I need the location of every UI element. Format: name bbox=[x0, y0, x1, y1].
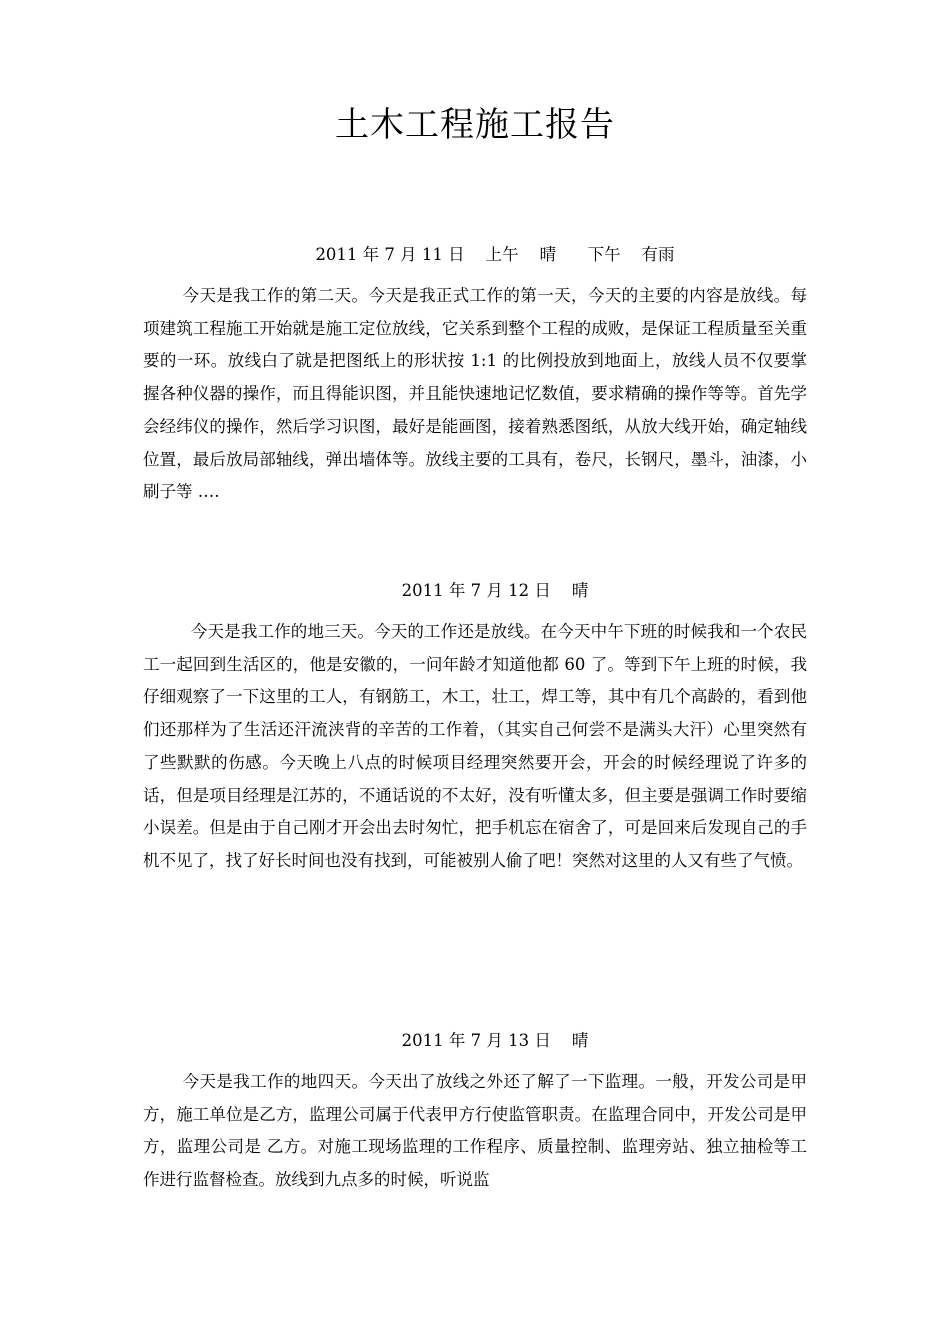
entry-date: 2011 年 7 月 13 日 晴 bbox=[401, 1031, 589, 1050]
diary-entry bbox=[143, 1030, 807, 1197]
diary-entry bbox=[143, 580, 807, 878]
document-title: 土木工程施工报告 bbox=[335, 105, 615, 145]
entry-date: 2011 年 7 月 12 日 晴 bbox=[401, 581, 589, 600]
entry-body: 今天是我工作的地四天。今天出了放线之外还了解了一下监理。一般，开发公司是甲方，施工单位是乙方，监理公司属于代表甲方行使监管职责。在监理合同中，开发公司是甲方，监理公司是 乙方。对施工现场监理的工作程序、质量控制、监理旁站、独立抽检等工作进行监督检查。放线到九点多的时候，听说监 bbox=[143, 1072, 807, 1190]
entry-body: 今天是我工作的地三天。今天的工作还是放线。在今天中午下班的时候我和一个农民工一起回到生活区的，他是安徽的，一问年龄才知道他都 60 了。等到下午上班的时候，我仔细观察了一下这里的工人，有钢筋工，木工，壮工，焊工等，其中有几个高龄的，看到他们还那样为了生活还汗流浃背的辛苦的工作着，（其实自己何尝不是满头大汗）心里突然有了些默默的伤感。今天晚上八点的时候项目经理突然要开会，开会的时候经理说了许多的话，但是项目经理是江苏的，不通话说的不太好，没有听懂太多，但主要是强调工作时要缩小误差。但是由于自己刚才开会出去时匆忙，把手机忘在宿舍了，可是回来后发现自己的手机不见了，找了好长时间也没有找到，可能被别人偷了吧！突然对这里的人又有些了气愤。 bbox=[143, 622, 807, 870]
entry-date: 2011 年 7 月 11 日 上午 晴 下午 有雨 bbox=[315, 245, 675, 264]
diary-entry bbox=[143, 244, 807, 509]
entry-body: 今天是我工作的第二天。今天是我正式工作的第一天，今天的主要的内容是放线。每项建筑工程施工开始就是施工定位放线，它关系到整个工程的成败，是保证工程质量至关重要的一环。放线白了就是把图纸上的形状按 1:1 的比例投放到地面上，放线人员不仅要掌握各种仪器的操作，而且得能识图，并且能快速地记忆数值，要求精确的操作等等。首先学会经纬仪的操作，然后学习识图，最好是能画图，接着熟悉图纸，从放大线开始，确定轴线位置，最后放局部轴线，弹出墙体等。放线主要的工具有，卷尺，长钢尺，墨斗，油漆，小刷子等 …. bbox=[143, 286, 807, 502]
